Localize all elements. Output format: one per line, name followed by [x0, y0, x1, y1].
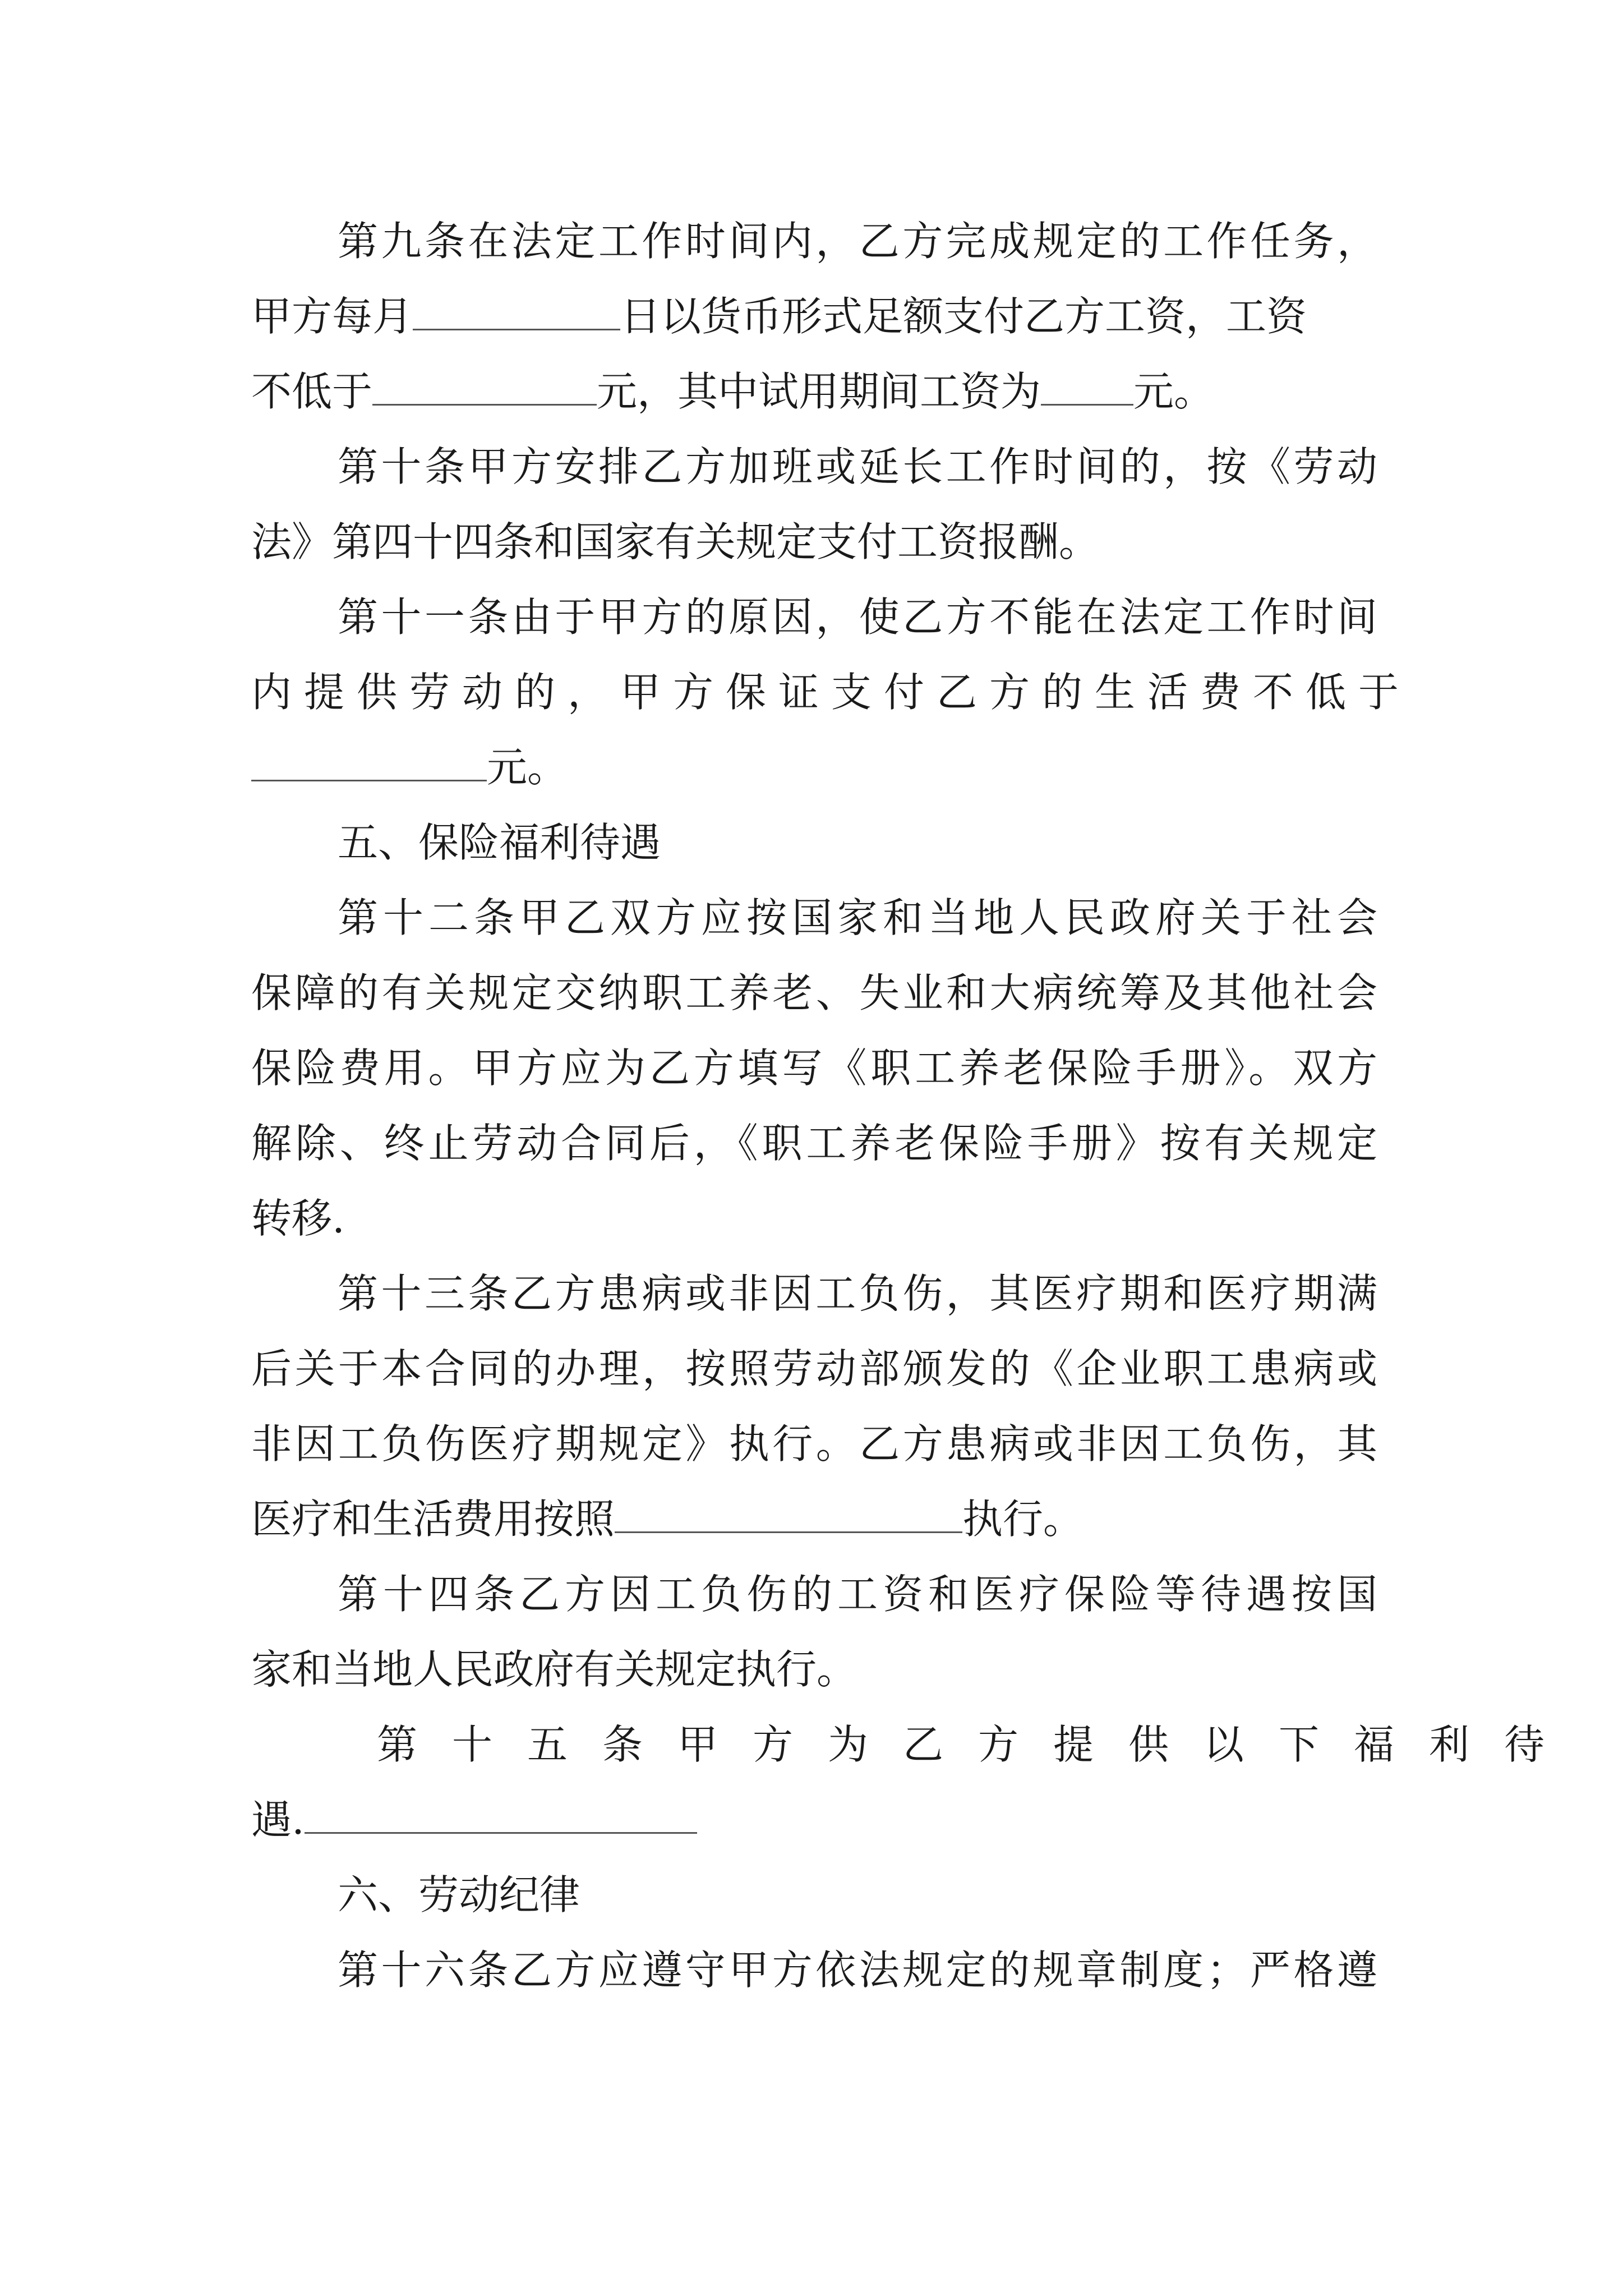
article-12-line-1: [338, 889, 1377, 947]
text-run: 非因工负伤医疗期规定》执行。乙方患病或非因工负伤，其: [251, 1420, 1377, 1467]
medical-expense-blank[interactable]: [615, 1492, 962, 1533]
text-run: 保障的有关规定交纳职工养老、失业和大病统筹及其他社会: [251, 969, 1377, 1016]
text-run: 日以货币形式足额支付乙方工资，工资: [620, 293, 1307, 340]
text-run: 元。: [487, 744, 568, 791]
article-14-line-2: [251, 1640, 1377, 1699]
text-run: 法》第四十四条和国家有关规定支付工资报酬。: [251, 518, 1100, 565]
article-15-line-2: [251, 1791, 1377, 1849]
article-10-line-1: [338, 438, 1377, 496]
text-run: 第十五条甲方为乙方提供以下福利待: [377, 1721, 1580, 1768]
article-9-line-3: [251, 362, 1377, 421]
article-13-line-4: [251, 1490, 1377, 1548]
article-15-line-1: [377, 1715, 1580, 1774]
text-run: 元。: [1133, 368, 1215, 415]
text-run: 元，其中试用期间工资为: [597, 368, 1041, 415]
article-9-line-1: [338, 212, 1377, 270]
text-run: 内提供劳动的，甲方保证支付乙方的生活费不低于: [251, 669, 1412, 716]
text-run: 五、保险福利待遇: [338, 819, 661, 866]
welfare-blank[interactable]: [305, 1793, 697, 1834]
living-expense-blank[interactable]: [251, 740, 487, 781]
minimum-wage-blank[interactable]: [372, 365, 597, 406]
text-run: 第十三条乙方患病或非因工负伤，其医疗期和医疗期满: [338, 1270, 1377, 1317]
text-run: 家和当地人民政府有关规定执行。: [251, 1646, 857, 1693]
text-run: 医疗和生活费用按照: [251, 1496, 615, 1543]
text-run: 第十二条甲乙双方应按国家和当地人民政府关于社会: [338, 894, 1377, 941]
text-run: 第九条在法定工作时间内，乙方完成规定的工作任务，: [338, 218, 1377, 265]
payday-blank[interactable]: [413, 289, 620, 330]
article-16-line-1: [338, 1941, 1377, 1999]
article-13-line-3: [251, 1415, 1377, 1473]
article-9-line-2: [251, 287, 1377, 346]
text-run: 解除、终止劳动合同后，《职工养老保险手册》按有关规定: [251, 1120, 1377, 1167]
text-run: 六、劳动纪律: [338, 1871, 580, 1918]
article-10-line-2: [251, 513, 1377, 571]
text-run: 第十一条由于甲方的原因，使乙方不能在法定工作时间: [338, 593, 1377, 641]
text-run: 执行。: [962, 1496, 1084, 1543]
text-run: 第十条甲方安排乙方加班或延长工作时间的，按《劳动: [338, 443, 1377, 490]
article-13-line-1: [338, 1264, 1377, 1323]
article-14-line-1: [338, 1565, 1377, 1623]
text-run: 甲方每月: [251, 293, 413, 340]
article-11-line-3: [251, 738, 1377, 797]
article-12-line-2: [251, 964, 1377, 1022]
text-run: 后关于本合同的办理，按照劳动部颁发的《企业职工患病或: [251, 1345, 1377, 1392]
article-11-line-1: [338, 588, 1377, 646]
trial-wage-blank[interactable]: [1041, 365, 1133, 406]
article-11-line-2: [251, 663, 1412, 721]
section-6-heading: [338, 1866, 1377, 1924]
article-12-line-5: [251, 1189, 1377, 1248]
text-run: 第十六条乙方应遵守甲方依法规定的规章制度；严格遵: [338, 1947, 1377, 1994]
text-run: 第十四条乙方因工负伤的工资和医疗保险等待遇按国: [338, 1571, 1377, 1618]
section-5-heading: [338, 813, 1377, 872]
article-12-line-4: [251, 1114, 1377, 1172]
text-run: 转移.: [251, 1195, 345, 1242]
text-run: 不低于: [251, 368, 373, 415]
text-run: 保险费用。甲方应为乙方填写《职工养老保险手册》。双方: [251, 1045, 1377, 1092]
article-13-line-2: [251, 1340, 1377, 1398]
text-run: 遇.: [251, 1796, 305, 1843]
article-12-line-3: [251, 1039, 1377, 1097]
